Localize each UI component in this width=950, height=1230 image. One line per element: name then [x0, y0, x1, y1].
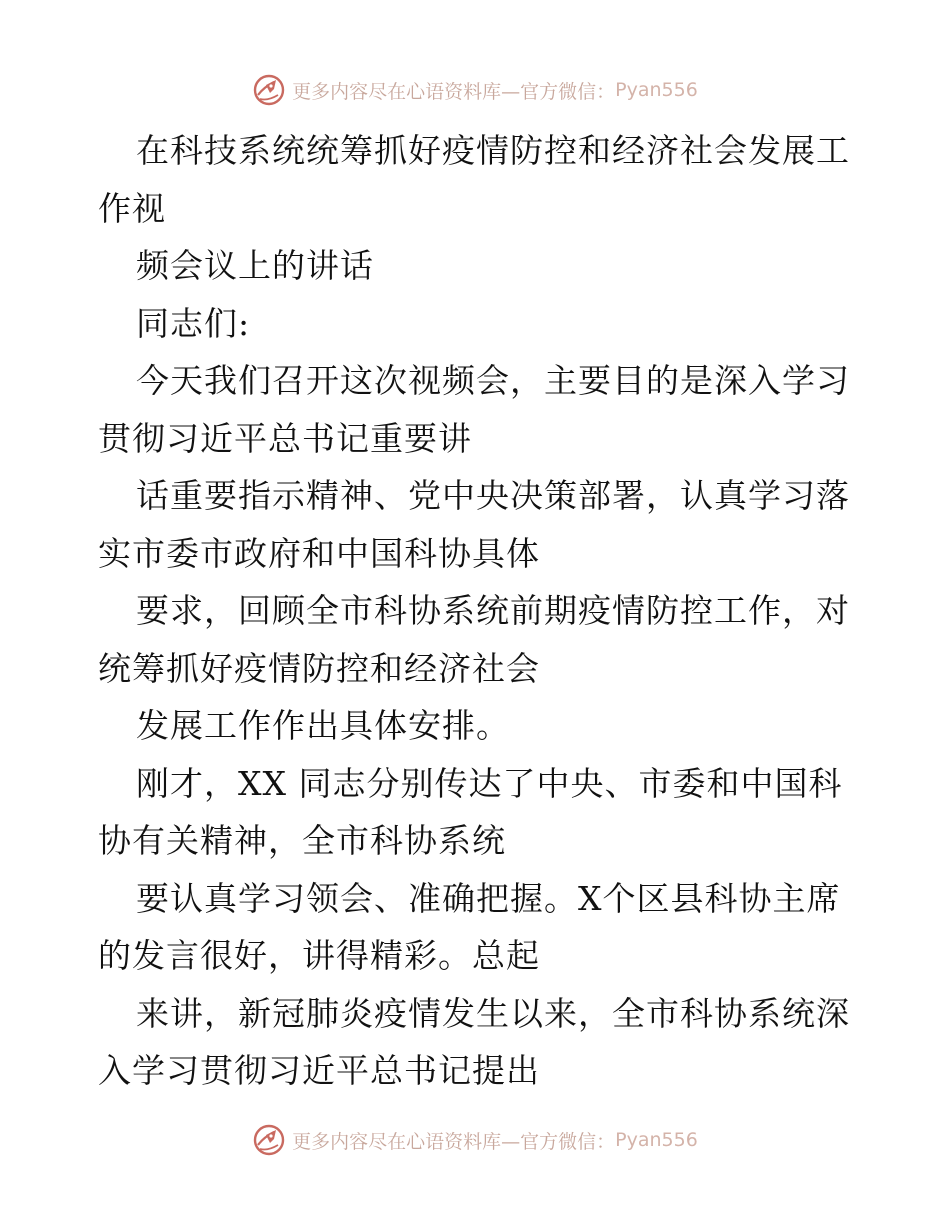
- paragraph-line: 协有关精神，全市科协系统: [98, 821, 506, 860]
- paragraph-line: 话重要指示精神、党中央决策部署，认真学习落: [136, 476, 850, 515]
- watermark-text: 更多内容尽在心语资料库—官方微信：: [292, 80, 616, 103]
- paragraph-line: 要求，回顾全市科协系统前期疫情防控工作，对: [136, 591, 850, 630]
- paragraph-line: 实市委市政府和中国科协具体: [98, 533, 540, 573]
- paragraph-line: 贯彻习近平总书记重要讲: [98, 418, 472, 458]
- paragraph-line: 在科技系统统筹抓好疫情防控和经济社会发展工: [136, 131, 850, 170]
- watermark-banner-bottom: [0, 1120, 950, 1160]
- pen-logo-icon: [252, 73, 286, 107]
- pen-logo-icon: [252, 1123, 286, 1157]
- paragraph-line: 频会议上的讲话: [136, 246, 374, 285]
- paragraph-line: 来讲，新冠肺炎疫情发生以来，全市科协系统深: [136, 993, 850, 1033]
- watermark-handle: Pyan556: [615, 1129, 698, 1151]
- paragraph-line: 统筹抓好疫情防控和经济社会: [98, 648, 540, 688]
- watermark-banner-top: [0, 70, 950, 110]
- watermark-handle: Pyan556: [615, 79, 698, 101]
- paragraph-line: 同志们:: [136, 303, 251, 343]
- watermark-text: 更多内容尽在心语资料库—官方微信：: [292, 1130, 616, 1153]
- paragraph-line: 入学习贯彻习近平总书记提出: [98, 1051, 540, 1090]
- paragraph-line: 发展工作作出具体安排。: [136, 706, 510, 745]
- paragraph-line: 刚才，XX 同志分别传达了中央、市委和中国科: [136, 763, 843, 803]
- paragraph-line: 今天我们召开这次视频会，主要目的是深入学习: [136, 361, 850, 400]
- paragraph-line: 要认真学习领会、准确把握。X个区县科协主席: [136, 878, 841, 918]
- document-body: [98, 122, 868, 1100]
- paragraph-line: 的发言很好，讲得精彩。总起: [98, 936, 540, 975]
- paragraph-line: 作视: [98, 188, 166, 228]
